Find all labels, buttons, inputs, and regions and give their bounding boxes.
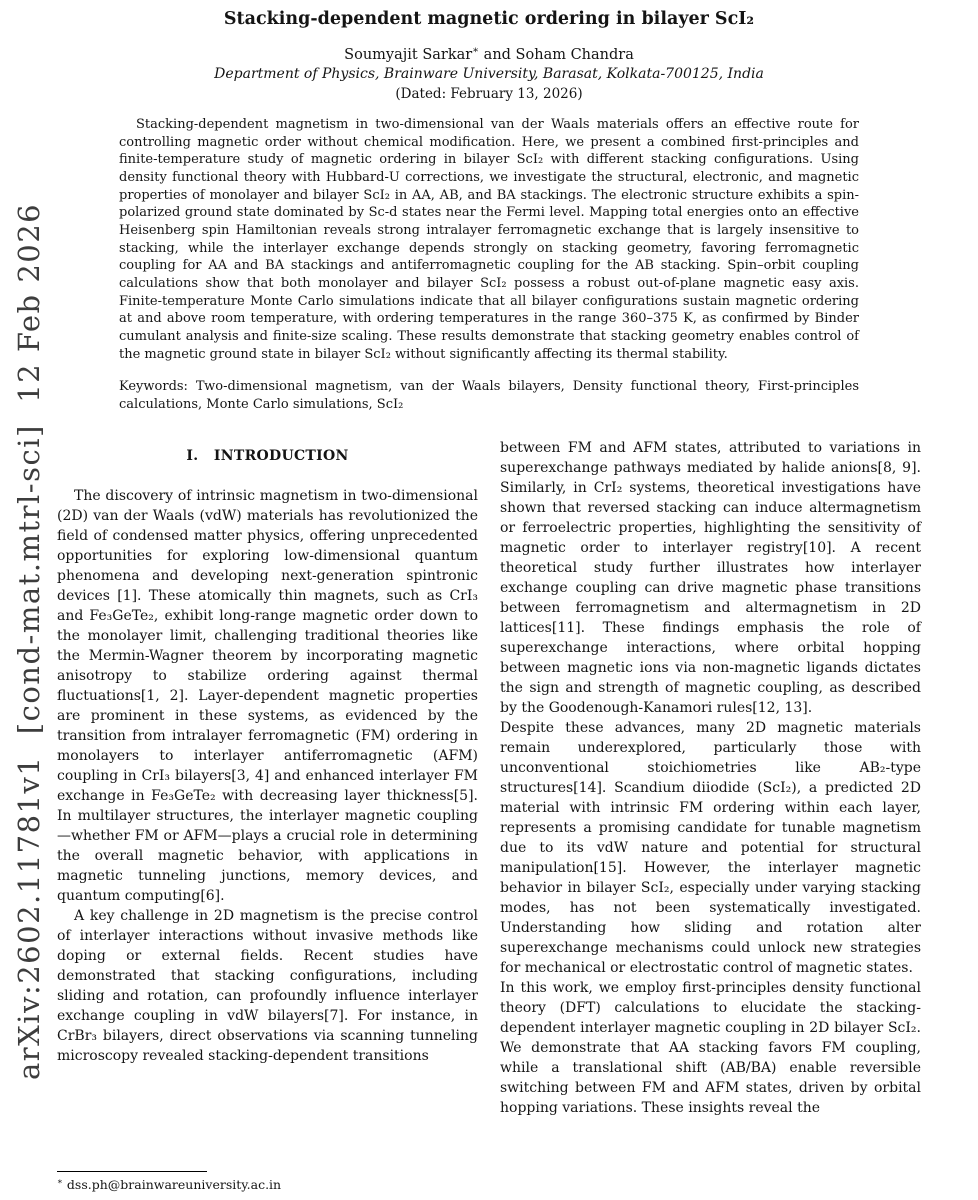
footnote-rule <box>57 1171 207 1172</box>
footnote-line <box>57 1177 281 1192</box>
paper-title: Stacking-dependent magnetic ordering in bilayer ScI₂ <box>223 9 755 29</box>
arxiv-watermark: arXiv:2602.11781v1 [cond-mat.mtrl-sci] 12 Feb 2026 <box>12 202 46 1080</box>
author-footnote-mark: ∗ <box>472 45 480 56</box>
footnote-mark: ∗ <box>57 1176 63 1187</box>
intro-paragraph-4: Despite these advances, many 2D magnetic materials remain underexplored, particularly those with unconventional stoichiometries like AB₂-type structures[14]. Scandium diiodide (ScI₂), a predicted 2D material with intrinsic FM ordering within each layer, represents a promising candidate for tunable magnetism due to its vdW nature and potential for structural manipulation[15]. However, the interlayer magnetic behavior in bilayer ScI₂, especially under varying stacking modes, has not been systematically investigated. Understanding how sliding and rotation alter superexchange mechanisms could unlock new strategies for mechanical or electrostatic control of magnetic states. <box>500 719 921 976</box>
affiliation: Department of Physics, Brainware University, Barasat, Kolkata-700125, India <box>214 65 764 82</box>
left-column <box>57 438 478 1119</box>
right-column <box>500 438 921 1119</box>
paper-header <box>0 0 978 102</box>
footnote-area <box>57 1171 281 1192</box>
intro-paragraph-2: A key challenge in 2D magnetism is the precise control of interlayer interactions without invasive methods like doping or external fields. Recent studies have demonstrated that stacking configurations, including sliding and rotation, can profoundly influence interlayer exchange coupling in vdW bilayers[7]. For instance, in CrBr₃ bilayers, direct observations via scanning tunneling microscopy revealed stacking-dependent transitions <box>57 907 478 1065</box>
keywords: Keywords: Two-dimensional magnetism, van der Waals bilayers, Density functional theory, First-principles calculations, Monte Carlo simulations, ScI₂ <box>119 379 859 412</box>
footnote-email: dss.ph@brainwareuniversity.ac.in <box>62 1177 282 1192</box>
intro-paragraph-1: The discovery of intrinsic magnetism in two-dimensional (2D) van der Waals (vdW) materials has revolutionized the field of condensed matter physics, offering unprecedented opportunities for exploring low-dimensional quantum phenomena and developing next-generation spintronic devices [1]. These atomically thin magnets, such as CrI₃ and Fe₃GeTe₂, exhibit long-range magnetic order down to the monolayer limit, challenging traditional theories like the Mermin-Wagner theorem by incorporating magnetic anisotropy to stabilize ordering against thermal fluctuations[1, 2]. Layer-dependent magnetic properties are prominent in these systems, as evidenced by the transition from intralayer ferromagnetic (FM) ordering in monolayers to interlayer antiferromagnetic (AFM) coupling in CrI₃ bilayers[3, 4] and enhanced interlayer FM exchange in Fe₃GeTe₂ with decreasing layer thickness[5]. In multilayer structures, the interlayer magnetic coupling—whether FM or AFM—plays a crucial role in determining the overall magnetic behavior, with applications in magnetic tunneling junctions, memory devices, and quantum computing[6]. <box>57 487 478 904</box>
abstract: Stacking-dependent magnetism in two-dimensional van der Waals materials offers an effective route for controlling magnetic order without chemical modification. Here, we present a combined first-principles and finite-temperature study of magnetic ordering in bilayer ScI₂ with different stacking configurations. Using density functional theory with Hubbard-U corrections, we investigate the structural, electronic, and magnetic properties of monolayer and bilayer ScI₂ in AA, AB, and BA stackings. The electronic structure exhibits a spin-polarized ground state dominated by Sc-d states near the Fermi level. Mapping total energies onto an effective Heisenberg spin Hamiltonian reveals strong intralayer ferromagnetic exchange that is largely insensitive to stacking, while the interlayer exchange depends strongly on stacking geometry, favoring ferromagnetic coupling for AA and BA stackings and antiferromagnetic coupling for the AB stacking. Spin–orbit coupling calculations show that both monolayer and bilayer ScI₂ possess a robust out-of-plane magnetic easy axis. Finite-temperature Monte Carlo simulations indicate that all bilayer configurations sustain magnetic ordering at and above room temperature, with ordering temperatures in the range 360–375 K, as confirmed by Binder cumulant analysis and finite-size scaling. These results demonstrate that stacking geometry enables control of the magnetic ground state in bilayer ScI₂ without significantly affecting its thermal stability. <box>119 116 859 362</box>
author-name-rest: and Soham Chandra <box>479 46 634 63</box>
intro-paragraph-5: In this work, we employ first-principles density functional theory (DFT) calculations to elucidate the stacking-dependent interlayer magnetic coupling in 2D bilayer ScI₂. We demonstrate that AA stacking favors FM coupling, while a translational shift (AB/BA) enable reversible switching between FM and AFM states, driven by orbital hopping variations. These insights reveal the <box>500 980 921 1117</box>
author-line <box>0 45 978 63</box>
intro-paragraph-3: between FM and AFM states, attributed to variations in superexchange pathways mediated by halide anions[8, 9]. Similarly, in CrI₂ systems, theoretical investigations have shown that reversed stacking can induce altermagnetism or ferroelectric properties, highlighting the sensitivity of magnetic order to interlayer registry[10]. A recent theoretical study further illustrates how interlayer exchange coupling can drive magnetic phase transitions between ferromagnetism and altermagnetism in 2D lattices[11]. These findings emphasis the role of superexchange interactions, where orbital hopping between magnetic ions via non-magnetic ligands dictates the sign and strength of magnetic coupling, as described by the Goodenough-Kanamori rules[12, 13]. <box>500 439 921 716</box>
section-heading-introduction: I. INTRODUCTION <box>186 447 349 464</box>
author-name-first: Soumyajit Sarkar <box>344 46 473 63</box>
two-column-body <box>0 438 978 1119</box>
date-line: (Dated: February 13, 2026) <box>395 85 583 102</box>
